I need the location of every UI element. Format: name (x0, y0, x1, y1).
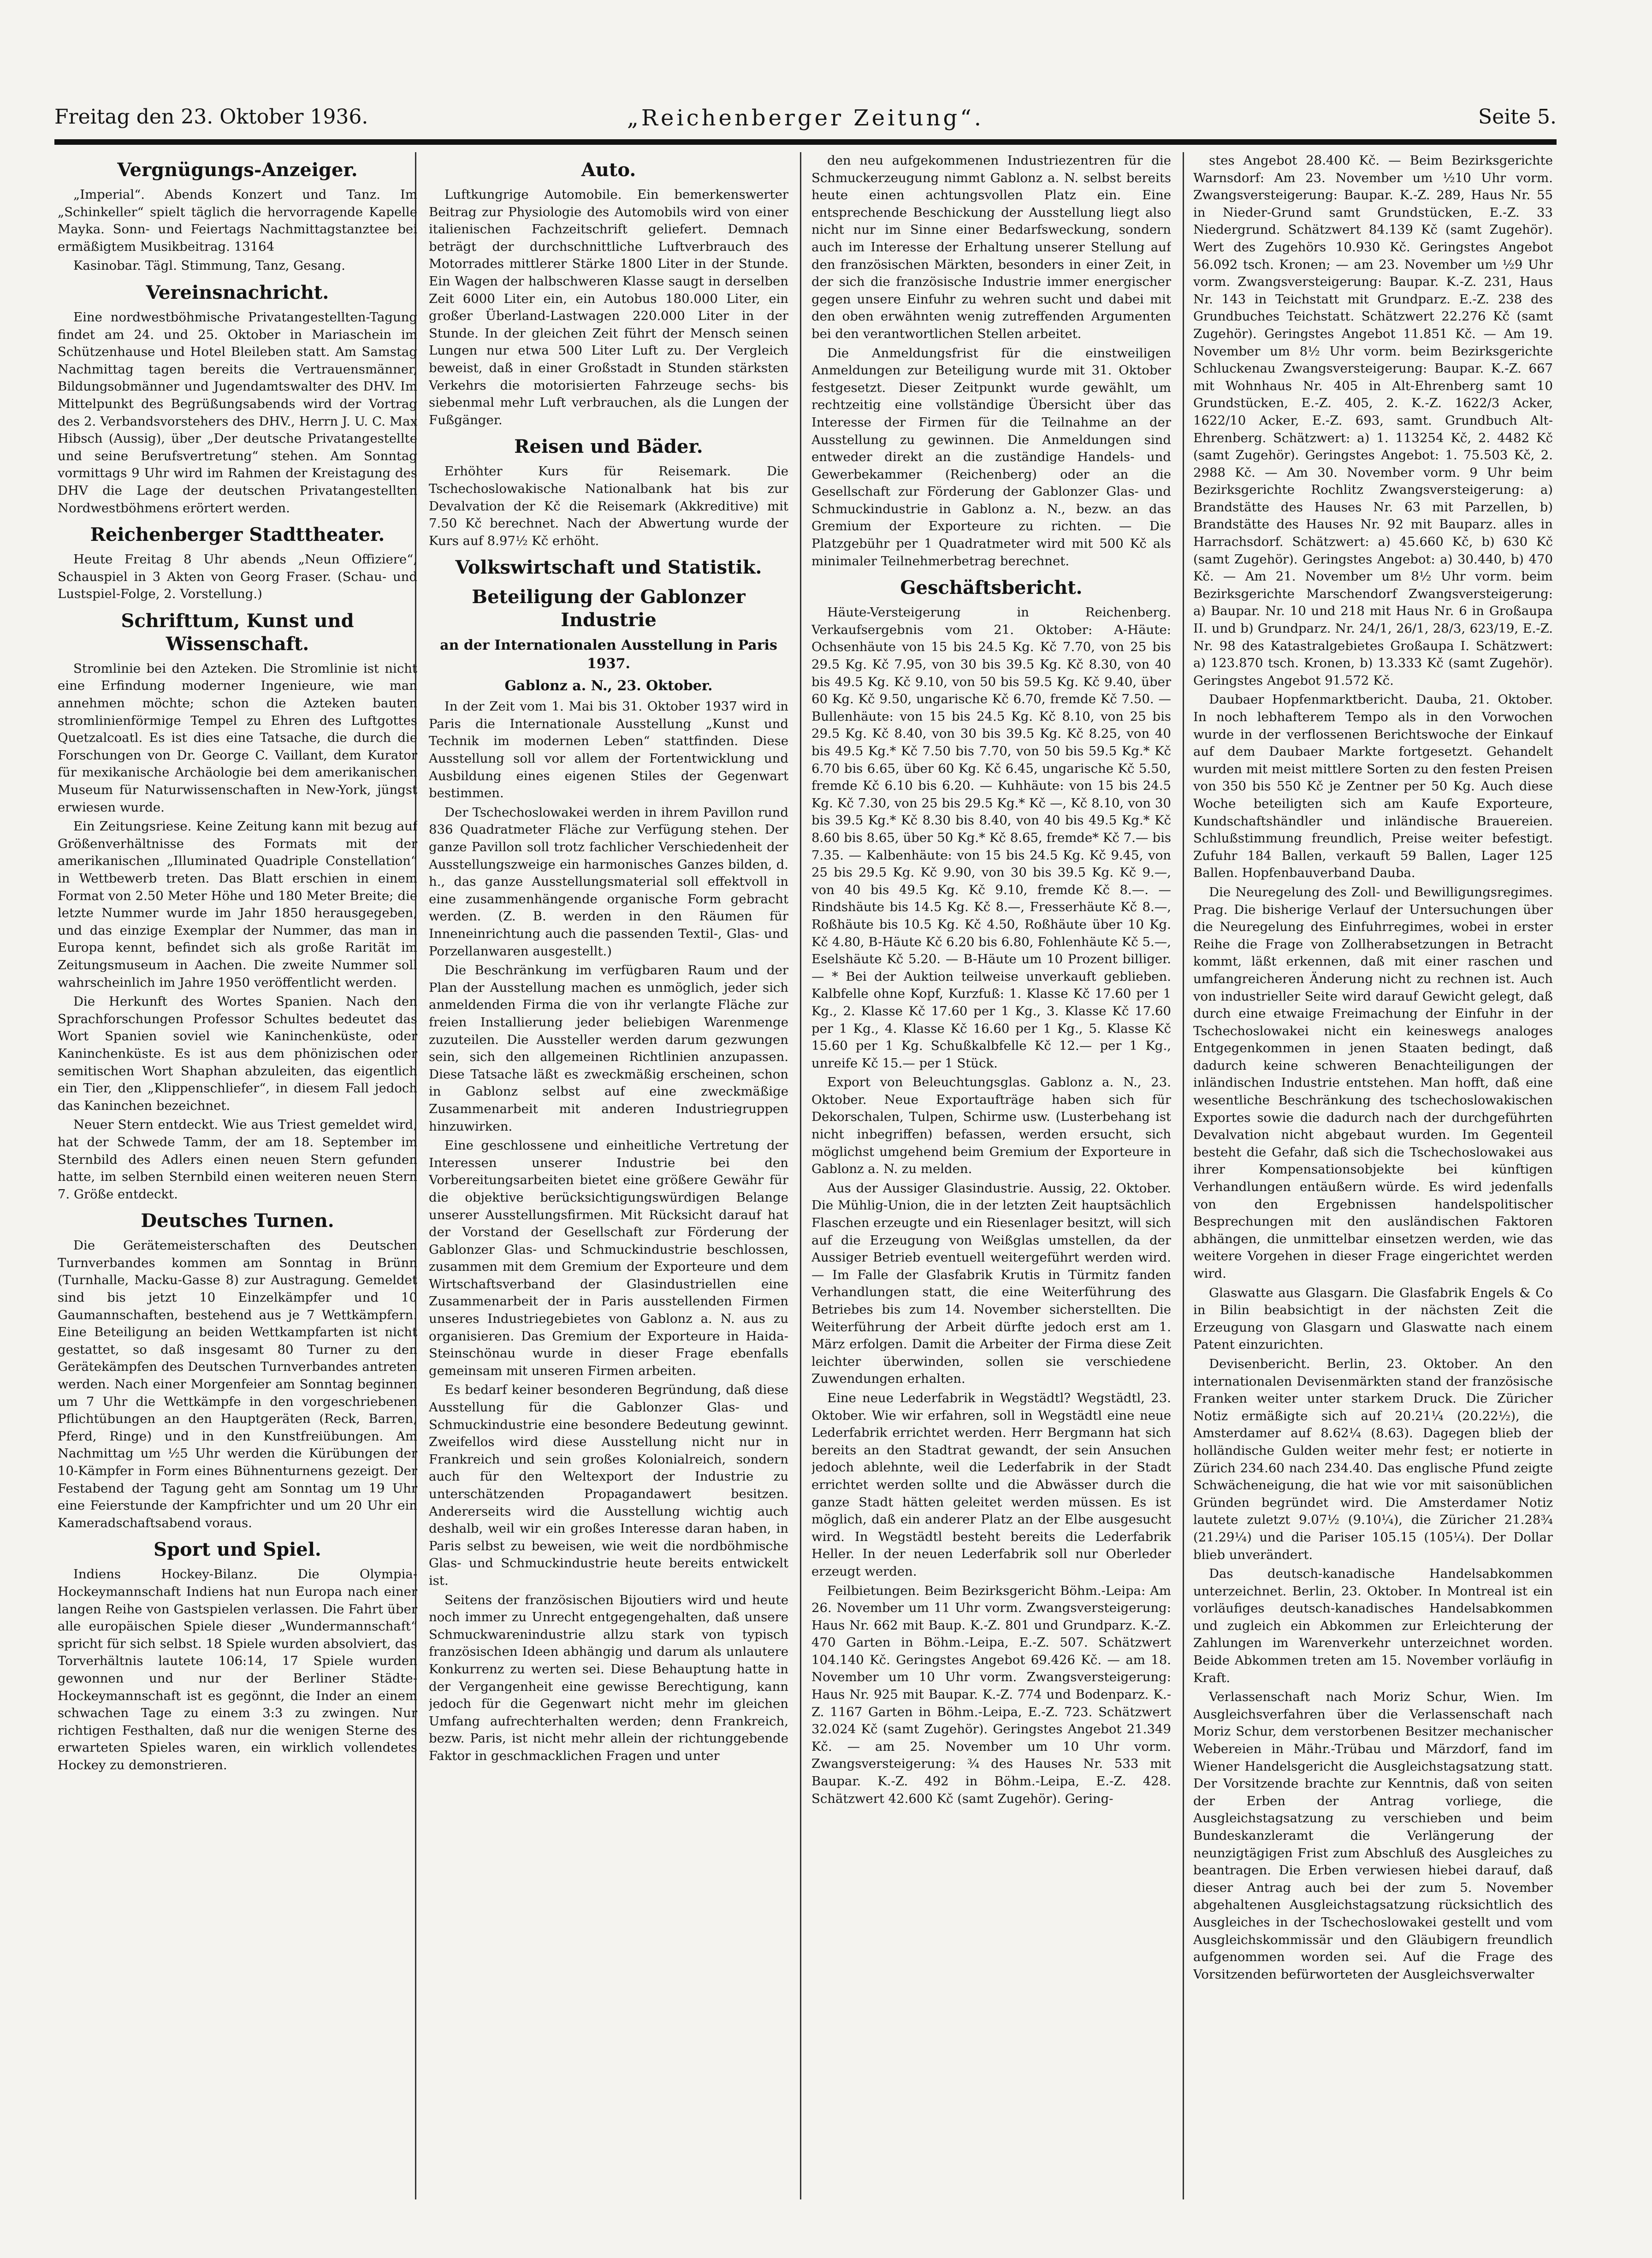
page-header (54, 105, 1557, 142)
issue-date: Freitag den 23. Oktober 1936. (54, 105, 368, 129)
article-paragraph: Seitens der französischen Bijoutiers wird und heute noch immer zu Unrecht entgegengehalten, daß unsere Schmuckwarenindustrie allzu stark von typisch französischen Ideen abhängig und darum als unlautere Konkurrenz zu werten sei. Diese Behauptung hatte in der Vergangenheit eine gewisse Berechtigung, kann jedoch für die Gegenwart nicht mehr im gleichen Umfang aufrechterhalten werden; denn Frankreich, bezw. Paris, ist nicht mehr allein der richtunggebende Faktor in geschmacklichen Fragen und unter (429, 1592, 788, 1763)
article-paragraph: Häute-Versteigerung in Reichenberg. Verkaufsergebnis vom 21. Oktober: A-Häute: Ochsenhäute von 15 bis 24.5 Kg. Kč 7.70, von 25 bis 29.5 Kg. Kč 7.95, von 30 bis 39.5 Kg. Kč 8.30, von 40 bis 49.5 Kg. Kč 9.10, von 50 bis 59.5 Kg. Kč 9.40, über 60 Kg. Kč 9.50, ungarische Kč 6.70, fremde Kč 7.50. — Bullenhäute: von 15 bis 24.5 Kg. Kč 8.10, von 25 bis 29.5 Kg. Kč 8.40, von 30 bis 39.5 Kg. Kč 8.25, von 40 bis 49.5 Kg.* Kč 7.50 bis 7.70, von 50 bis 59.5 Kg.* Kč 6.70 bis 6.65, über 60 Kg. Kč 6.45, ungarische Kč 5.50, fremde Kč 6.10 bis 6.20. — Kuhhäute: von 15 bis 24.5 Kg. Kč 7.30, von 25 bis 29.5 Kg.* Kč —, Kč 8.10, von 30 bis 39.5 Kg.* Kč 8.30 bis 8.40, von 40 bis 49.5 Kg.* Kč 8.60 bis 8.65, über 50 Kg.* Kč 8.65, fremde* Kč 7.— bis 7.35. — Kalbenhäute: von 15 bis 24.5 Kg. Kč 9.45, von 25 bis 29.5 Kg. Kč 9.90, von 30 bis 39.5 Kg. Kč 9.—, von 40 bis 49.5 Kg. Kč 9.10, fremde Kč 8.—. — Rindshäute bis 14.5 Kg. Kč 8.—, Fresserhäute Kč 8.—, Roßhäute bis 10.5 Kg. Kč 4.50, Roßhäute über 10 Kg. Kč 4.80, B-Häute Kč 6.20 bis 6.80, Fohlenhäute Kč 5.—, Eselshäute Kč 5.20. — B-Häute um 10 Prozent billiger. — * Bei der Auktion teilweise unverkauft geblieben. Kalbfelle ohne Kopf, Kurzfuß: 1. Klasse Kč 17.60 per 1 Kg., 2. Klasse Kč 17.60 per 1 Kg., 3. Klasse Kč 17.60 per 1 Kg., 4. Klasse Kč 16.60 per 1 Kg., 5. Klasse Kč 15.60 per 1 Kg. Schußkalbfelle Kč 12.— per 1 Kg., unreife Kč 15.— per 1 Stück. (811, 605, 1171, 1071)
article-paragraph: Stromlinie bei den Azteken. Die Stromlinie ist nicht eine Erfindung moderner Ingenieure, wie man annehmen möchte; schon die Azteken bauten stromlinienförmige Tempel zu Ehren des Luftgottes Quetzalcoatl. Es ist dies eine Tatsache, die durch die Forschungen von Dr. George C. Vaillant, dem Kurator für mexikanische Archäologie bei dem amerikanischen Museum für Naturwissenschaften in New-York, jüngst erwiesen wurde. (58, 661, 417, 815)
article-paragraph: Die Anmeldungsfrist für die einstweiligen Anmeldungen zur Beteiligung wurde mit 31. Oktober festgesetzt. Dieser Zeitpunkt wurde gewählt, um rechtzeitig eine vollständige Übersicht über das Interesse der Firmen für die Teilnahme an der Ausstellung zu gewinnen. Die Anmeldungen sind entweder direkt an die zuständige Handels- und Gewerbekammer (Reichenberg) oder an die Gesellschaft zur Förderung der Gablonzer Glas- und Schmuckindustrie in Gablonz a. N., bezw. an das Gremium der Exporteure zu richten. — Die Platzgebühr per 1 Quadratmeter wird mit 500 Kč als minimaler Teilnehmerbetrag berechnet. (811, 345, 1171, 569)
section-heading: Schrifttum, Kunst und Wissenschaft. (121, 610, 354, 655)
article-paragraph: Ein Zeitungsriese. Keine Zeitung kann mit bezug auf Größenverhältnisse des Formats mit der amerikanischen „Illuminated Quadriple Constellation“ in Wettbewerb treten. Das Blatt erschien in einem Format von 2.50 Meter Höhe und 180 Meter Breite; die letzte Nummer wurde im Jahr 1850 herausgegeben, und das einzige Exemplar der Nummer, das man in Europa kennt, befindet sich als große Rarität im Zeitungsmuseum in Aachen. Die zweite Nummer soll wahrscheinlich im Jahre 1950 veröffentlicht werden. (58, 819, 417, 990)
column-3 (811, 152, 1171, 2190)
section-heading: Vereinsnachricht. (146, 281, 329, 303)
article-paragraph: Die Beschränkung im verfügbaren Raum und der Plan der Ausstellung machen es unmöglich, jeder sich anmeldenden Firma die von ihr verlangte Fläche zur freien Installierung jeder beliebigen Warenmenge zuzuteilen. Die Aussteller werden darum gezwungen sein, sich den allgemeinen Richtlinien anzupassen. Diese Tatsache läßt es zweckmäßig erscheinen, schon in Gablonz selbst auf eine zweckmäßige Zusammenarbeit mit anderen Industriegruppen hinzuwirken. (429, 963, 788, 1134)
article-paragraph: Die Neuregelung des Zoll- und Bewilligungsregimes. Prag. Die bisherige Verlauf der Untersuchungen über die Neuregelung des Einfuhrregimes, wobei in erster Reihe die Frage von Zollherabsetzungen in Betracht kommt, läßt erkennen, daß mit einer raschen und umfangreicheren Änderung nicht zu rechnen ist. Auch von industrieller Seite wird darauf Gewicht gelegt, daß durch eine etwaige Freimachung der Einfuhr in der Tschechoslowakei nicht ein keineswegs analoges Entgegenkommen in jenen Staaten bedingt, daß dadurch keine schweren Benachteiligungen der inländischen Industrie entstehen. Man hofft, daß eine wesentliche Beschränkung des tschechoslowakischen Exportes sowie die dadurch nach der durchgeführten Devalvation nicht abgebaut wurden. Im Gegenteil besteht die Gefahr, daß sich die Tschechoslowakei aus ihrer Kompensationsobjekte bei künftigen Verhandlungen entäußern würde. Es wird jedenfalls von den Ergebnissen handelspolitischer Besprechungen mit den ausländischen Faktoren abhängen, die unmittelbar einsetzen werden, wie das weitere Vorgehen in dieser Frage eingerichtet werden wird. (1193, 884, 1553, 1281)
column-1 (58, 152, 417, 2190)
section-heading: Geschäftsbericht. (900, 577, 1083, 599)
section-heading: Reichenberger Stadttheater. (90, 524, 385, 546)
article-paragraph: stes Angebot 28.400 Kč. — Beim Bezirksgerichte Warnsdorf: Am 23. November um ½10 Uhr vorm. Zwangsversteigerung: Baupar. K.-Z. 289, Haus Nr. 55 in Nieder-Grund samt Grundstücken, E.-Z. 33 Niedergrund. Schätzwert 84.139 Kč (samt Zugehör). Wert des Zugehörs 10.930 Kč. Geringstes Angebot 56.092 tsch. Kronen; — am 23. November um ½9 Uhr vorm. Zwangsversteigerung: Baupar. K.-Z. 231, Haus Nr. 143 in Teichstatt mit Grundparz. E.-Z. 238 des Grundbuches Teichstatt. Schätzwert 22.276 Kč (samt Zugehör). Geringstes Angebot 11.851 Kč. — Am 19. November um 8½ Uhr vorm. beim Bezirksgerichte Schluckenau Zwangsversteigerung: Baupar. K.-Z. 667 mit Wohnhaus Nr. 405 in Alt-Ehrenberg samt 10 Grundstücken, E.-Z. 405, 2. K.-Z. 1622/3 Acker, 1622/10 Acker, E.-Z. 693, samt. Grundbuch Alt-Ehrenberg. Schätzwert: a) 1. 113254 Kč, 2. 4482 Kč (samt Zugehör). Geringstes Angebot: 1. 75.503 Kč, 2. 2988 Kč. — Am 30. November vorm. 9 Uhr beim Bezirksgerichte Rochlitz Zwangsversteigerung: a) Brandstätte des Hauses Nr. 63 mit Parzellen, b) Brandstätte des Hauses Nr. 92 mit Bauparz. alles in Harrachsdorf. Schätzwert: a) 45.660 Kč, b) 630 Kč (samt Zugehör). Geringstes Angebot: a) 30.440, b) 470 Kč. — Am 21. November um 8½ Uhr vorm. beim Bezirksgerichte Marschendorf Zwangsversteigerung: a) Baupar. Nr. 10 und 218 mit Haus Nr. 6 in Großaupa II. und b) Grundparz. Nr. 24/1, 26/1, 28/3, 623/19, E.-Z. Nr. 98 des Katastralgebietes Großaupa I. Schätzwert: a) 123.870 tsch. Kronen, b) 13.333 Kč (samt Zugehör). Geringstes Angebot 91.572 Kč. (1193, 153, 1553, 688)
section-heading: Vergnügungs-Anzeiger. (117, 159, 358, 181)
article-paragraph: Glaswatte aus Glasgarn. Die Glasfabrik Engels & Co in Bilin beabsichtigt in der nächsten Zeit die Erzeugung von Glasgarn und Glaswatte nach einem Patent einzurichten. (1193, 1285, 1553, 1352)
column-2 (429, 152, 788, 2190)
newspaper-title: „Reichenberger Zeitung“. (627, 105, 984, 131)
article-subheadline: an der Internationalen Ausstellung in Paris 1937. (440, 637, 777, 672)
column-divider (1183, 152, 1184, 2199)
section-heading: Deutsches Turnen. (141, 1210, 334, 1232)
article-paragraph: Feilbietungen. Beim Bezirksgericht Böhm.-Leipa: Am 26. November um 11 Uhr vorm. Zwangsversteigerung: Haus Nr. 662 mit Baup. K.-Z. 801 und Grundparz. K.-Z. 470 Garten in Böhm.-Leipa, E.-Z. 507. Schätzwert 104.140 Kč. Geringstes Angebot 69.426 Kč. — am 18. November um 10 Uhr vorm. Zwangsversteigerung: Haus Nr. 925 mit Baupar. K.-Z. 774 und Bodenparz. K.-Z. 1167 Garten in Böhm.-Leipa, E.-Z. 723. Schätzwert 32.024 Kč (samt Zugehör). Geringstes Angebot 21.349 Kč. — am 25. November um 10 Uhr vorm. Zwangsversteigerung: ¾ des Hauses Nr. 533 mit Baupar. K.-Z. 492 in Böhm.-Leipa, E.-Z. 428. Schätzwert 42.600 Kč (samt Zugehör). Gering- (811, 1583, 1171, 1806)
section-heading: Volkswirtschaft und Statistik. (455, 557, 762, 579)
column-divider (800, 152, 801, 2199)
page-number: Seite 5. (1478, 105, 1557, 129)
article-paragraph: Es bedarf keiner besonderen Begründung, daß diese Ausstellung für die Gablonzer Glas- und Schmuckindustrie eine besondere Bedeutung gewinnt. Zweifellos wird diese Ausstellung nicht nur in Frankreich und sein großes Kolonialreich, sondern auch für den Weltexport der Industrie zu unterschätzenden Propagandawert besitzen. Andererseits wird die Ausstellung wichtig auch deshalb, weil wir ein großes Interesse daran haben, in Paris selbst zu beweisen, wie weit die nordböhmische Glas- und Schmuckindustrie heute bereits entwickelt ist. (429, 1382, 788, 1588)
article-paragraph: Indiens Hockey-Bilanz. Die Olympia-Hockeymannschaft Indiens hat nun Europa nach einer langen Reihe von Gastspielen verlassen. Die Fahrt über alle europäischen Spiele dieser „Wundermannschaft“ spricht für sich selbst. 18 Spiele wurden absolviert, das Torverhältnis lautete 106:14, 17 Spiele wurden gewonnen und nur der Berliner Städte-Hockeymannschaft ist es gegönnt, die Inder an einem schwachen Tage zu einem 3:3 zu zwingen. Nur richtigen Festhalten, daß nur die wenigen Sterne des erwarteten Spieles waren, ein wirklich vollendetes Hockey zu demonstrieren. (58, 1567, 417, 1772)
article-paragraph: „Imperial“. Abends Konzert und Tanz. Im „Schinkeller“ spielt täglich die hervorragende Kapelle Mayka. Sonn- und Feiertags Nachmittagstanztee bei ermäßigtem Musikbeitrag. 13164 (58, 187, 417, 254)
section-heading: Reisen und Bäder. (514, 436, 703, 458)
column-4 (1193, 152, 1553, 2190)
article-paragraph: Neuer Stern entdeckt. Wie aus Triest gemeldet wird, hat der Schwede Tamm, der am 18. September im Sternbild des Adlers einen neuen Stern gefunden hatte, im selben Sternbild einen weiteren neuen Stern 7. Größe entdeckt. (58, 1117, 417, 1202)
dateline: Gablonz a. N., 23. Oktober. (504, 678, 713, 694)
article-paragraph: Daubaer Hopfenmarktbericht. Dauba, 21. Oktober. In noch lebhafterem Tempo als in den Vorwochen wurde in der verflossenen Berichtswoche der Einkauf auf dem Daubaer Markte fortgesetzt. Gehandelt wurden mit meist mittlere Sorten zu den festen Preisen von 350 bis 550 Kč je Zentner per 50 Kg. Auch diese Woche beteiligten sich am Kaufe Exporteure, Kundschaftshändler und inländische Brauereien. Schlußstimmung freundlich, Preise weiter befestigt. Zufuhr 184 Ballen, verkauft 59 Ballen, Lager 125 Ballen. Hopfenbauverband Dauba. (1193, 692, 1553, 881)
section-heading: Sport und Spiel. (154, 1539, 321, 1561)
article-paragraph: Kasinobar. Tägl. Stimmung, Tanz, Gesang. (73, 258, 345, 273)
article-paragraph: Eine geschlossene und einheitliche Vertretung der Interessen unserer Industrie bei den Vorbereitungsarbeiten bietet eine größere Gewähr für die objektive berücksichtigungswürdigen Belange unserer Ausstellungsfirmen. Mit Rücksicht darauf hat der Vorstand der Gesellschaft zur Förderung der Gablonzer Glas- und Schmuckindustrie beschlossen, zusammen mit dem Gremium der Exporteure und dem Wirtschaftsverband der Glasindustriellen eine Zusammenarbeit der in Paris ausstellenden Firmen unseres Industriegebietes von Gablonz a. N. aus zu organisieren. Das Gremium der Exporteure in Haida-Steinschönau wurde in dieser Frage ebenfalls gemeinsam mit unseren Firmen arbeiten. (429, 1138, 788, 1378)
article-paragraph: Der Tschechoslowakei werden in ihrem Pavillon rund 836 Quadratmeter Fläche zur Verfügung stehen. Der ganze Pavillon soll trotz fachlicher Verschiedenheit der Ausstellungszweige ein harmonisches Ganzes bilden, d. h., das ganze Ausstellungsmaterial soll effektvoll in eine zusammenhängende organische Form gebracht werden. (Z. B. werden in den Räumen für Inneneinrichtung auch die passenden Textil-, Glas- und Porzellanwaren ausgestellt.) (429, 805, 788, 959)
article-paragraph: Die Herkunft des Wortes Spanien. Nach den Sprachforschungen Professor Schultes bedeutet das Wort Spanien soviel wie Kaninchenküste, oder Kaninchenküste. Es ist aus dem phönizischen oder semitischen Wort Shaphan abzuleiten, das eigentlich ein Tier, den „Klippenschliefer“, in diesem Fall jedoch das Kaninchen bezeichnet. (58, 994, 417, 1113)
article-headline: Beteiligung der Gablonzer Industrie (472, 586, 746, 631)
article-paragraph: Heute Freitag 8 Uhr abends „Neun Offiziere“, Schauspiel in 3 Akten von Georg Fraser. (Schau- und Lustspiel-Folge, 2. Vorstellung.) (58, 552, 417, 602)
header-rule (54, 139, 1557, 145)
article-paragraph: Aus der Aussiger Glasindustrie. Aussig, 22. Oktober. Die Mühlig-Union, die in der letzten Zeit hauptsächlich Flaschen erzeugte und ein Riesenlager besitzt, will sich auf die Erzeugung von Weißglas umstellen, da der Aussiger Betrieb eventuell weitergeführt werden wird. — Im Falle der Glasfabrik Krutis in Türmitz fanden Verhandlungen statt, die eine Weiterführung des Betriebes bis zum 14. November sicherstellten. Die Weiterführung der Arbeit dürfte jedoch erst am 1. März erfolgen. Damit die Arbeiter der Firma diese Zeit leichter überwinden, sollen sie verschiedene Zuwendungen erhalten. (811, 1180, 1171, 1387)
article-paragraph: Eine neue Lederfabrik in Wegstädtl? Wegstädtl, 23. Oktober. Wie wir erfahren, soll in Wegstädtl eine neue Lederfabrik errichtet werden. Herr Bergmann hat sich bereits an den Stadtrat gewandt, der sein Ansuchen jedoch ablehnte, weil die Lederfabrik in der Stadt errichtet werden sollte und die Abwässer durch die ganze Stadt hätten geleitet werden müssen. Es ist möglich, daß ein anderer Platz an der Elbe ausgesucht wird. In Wegstädtl besteht bereits die Lederfabrik Heller. In der neuen Lederfabrik soll nur Oberleder erzeugt werden. (811, 1390, 1171, 1579)
article-paragraph: Verlassenschaft nach Moriz Schur, Wien. Im Ausgleichsverfahren über die Verlassenschaft nach Moriz Schur, dem verstorbenen Besitzer mechanischer Webereien in Mähr.-Trübau und Märzdorf, fand im Wiener Handelsgericht die Ausgleichstagsatzung statt. Der Vorsitzende brachte zur Kenntnis, daß von seiten der Erben der Antrag vorliege, die Ausgleichstagsatzung zu verschieben und beim Bundeskanzleramt die Verlängerung der neunzigtägigen Frist zum Abschluß des Ausgleiches zu beantragen. Die Erben verwiesen hiebei darauf, daß dieser Antrag auch bei der zum 5. November abgehaltenen Ausgleichstagsatzung rücksichtlich des Ausgleiches in der Tschechoslowakei gestellt und vom Ausgleichskommissär und den Gläubigern freundlich aufgenommen worden sei. Auf die Frage des Vorsitzenden befürworteten der Ausgleichsverwalter (1193, 1689, 1553, 1982)
article-paragraph: Die Gerätemeisterschaften des Deutschen Turnverbandes kommen am Sonntag in Brünn (Turnhalle, Macku-Gasse 8) zur Austragung. Gemeldet sind bis jetzt 10 Einzelkämpfer und 10 Gaumannschaften, bestehend aus je 7 Wettkämpfern. Eine Beteiligung an beiden Wettkampfarten ist nicht gestattet, so daß insgesamt 80 Turner zu den Gerätekämpfen des Deutschen Turnverbandes antreten werden. Nach einer Morgenfeier am Sonntag beginnen um 7 Uhr die Wettkämpfe in den vorgeschriebenen Pflichtübungen an den Hauptgeräten (Reck, Barren, Pferd, Ringe) und in den Kunstfreiübungen. Am Nachmittag um ½5 Uhr werden die Kürübungen der 10-Kämpfer in Form eines Bühnenturnens gezeigt. Der Festabend der Tagung geht am Sonntag um 19 Uhr eine Feierstunde der Kampfrichter und um 20 Uhr ein Kameradschaftsabend voraus. (58, 1238, 417, 1530)
article-paragraph: Eine nordwestböhmische Privatangestellten-Tagung findet am 24. und 25. Oktober in Mariaschein im Schützenhause und Hotel Bleileben statt. Am Samstag Nachmittag tagen bereits die Vertrauensmänner, Bildungsobmänner und Jugendamtswalter des DHV. Im Mittelpunkt des Begrüßungsabends wird der Vortrag des 2. Verbandsvorstehers des DHV., Herrn J. U. C. Max Hibsch (Aussig), über „Der deutsche Privatangestellte und seine Berufsvertretung“ stehen. Am Sonntag vormittags 9 Uhr wird im Rahmen der Kreistagung des DHV die Lage der deutschen Privatangestellten Nordwestböhmens erörtert werden. (58, 309, 417, 516)
article-paragraph: Das deutsch-kanadische Handelsabkommen unterzeichnet. Berlin, 23. Oktober. In Montreal ist ein vorläufiges deutsch-kanadisches Handelsabkommen und zugleich ein Abkommen zur Erleichterung der Zahlungen im Warenverkehr unterzeichnet worden. Beide Abkommen treten am 15. November vorläufig in Kraft. (1193, 1566, 1553, 1685)
article-paragraph: Luftkungrige Automobile. Ein bemerkenswerter Beitrag zur Physiologie des Automobils wird von einer italienischen Fachzeitschrift geliefert. Demnach beträgt der durchschnittliche Luftverbrauch des Motorrades mittlerer Stärke 1800 Liter in der Stunde. Ein Wagen der halbschweren Klasse saugt in derselben Zeit 6000 Liter ein, ein Autobus 180.000 Liter, ein großer Überland-Lastwagen 220.000 Liter in der Stunde. In der gleichen Zeit führt der Mensch seinen Lungen nur etwa 500 Liter Luft zu. Der Vergleich beweist, daß in einer Großstadt in Stunden stärksten Verkehrs die motorisierten Fahrzeuge sechs- bis siebenmal mehr Luft verbrauchen, als die Lungen der Fußgänger. (429, 187, 788, 427)
article-paragraph: Export von Beleuchtungsglas. Gablonz a. N., 23. Oktober. Neue Exportaufträge haben sich für Dekorschalen, Tulpen, Schirme usw. (Lusterbehang ist nicht inbegriffen) befassen, werden ersucht, sich möglichst umgehend beim Gremium der Exporteure in Gablonz a. N. zu melden. (811, 1075, 1171, 1177)
article-paragraph: Devisenbericht. Berlin, 23. Oktober. An den internationalen Devisenmärkten stand der französische Franken weiter unter starkem Druck. Die Züricher Notiz ermäßigte sich auf 20.21¼ (20.22½), die Amsterdamer auf 8.62¼ (8.63). Dagegen blieb der holländische Gulden weiter mehr fest; er notierte in Zürich 234.60 nach 234.40. Das englische Pfund zeigte Schwächeneigung, die hat wie vor mit saisonüblichen Gründen begründet wird. Die Amsterdamer Notiz lautete zuletzt 9.07½ (9.10¼), die Züricher 21.28¾ (21.29¼) und die Pariser 105.15 (105¼). Der Dollar blieb unverändert. (1193, 1356, 1553, 1562)
article-paragraph: In der Zeit vom 1. Mai bis 31. Oktober 1937 wird in Paris die Internationale Ausstellung „Kunst und Technik im modernen Leben“ stattfinden. Diese Ausstellung soll vor allem der Fortentwicklung und Ausbildung eines eigenen Stiles der Gegenwart bestimmen. (429, 699, 788, 801)
article-paragraph: den neu aufgekommenen Industriezentren für die Schmuckerzeugung nimmt Gablonz a. N. selbst bereits heute einen achtungsvollen Platz ein. Eine entsprechende Beschickung der Ausstellung liegt also nicht nur im Sinne einer Bedarfsweckung, sondern auch im Interesse der Erhaltung unserer Stellung auf den französischen Märkten, besonders in einer Zeit, in der sich die französische Industrie immer energischer gegen unsere Einfuhr zu wehren sucht und dabei mit den oben erwähnten wenig zutreffenden Argumenten bei den verantwortlichen Stellen arbeitet. (811, 153, 1171, 341)
section-heading: Auto. (581, 159, 636, 181)
article-paragraph: Erhöhter Kurs für Reisemark. Die Tschechoslowakische Nationalbank hat bis zur Devalvation der Kč die Reisemark (Akkreditive) mit 7.50 Kč berechnet. Nach der Abwertung wurde der Kurs auf 8.97½ Kč erhöht. (429, 464, 788, 548)
